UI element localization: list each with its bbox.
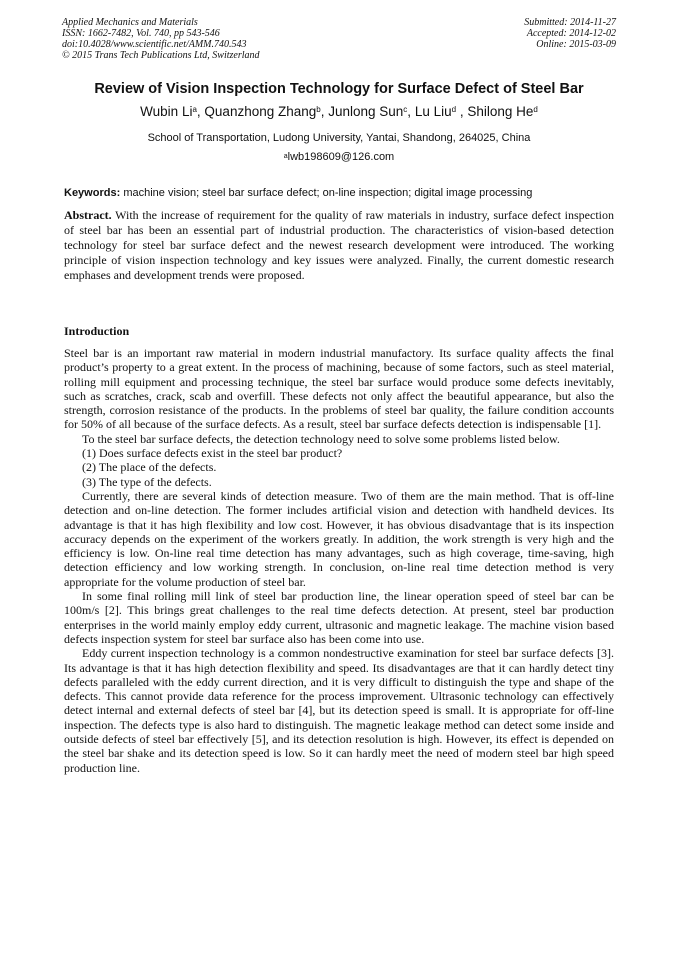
- author-list: Wubin Li$^a$, Quanzhong Zhang$^b$, Junlong Sun$^c$, Lu Liu$^d$ , Shilong He$^d$: [140, 104, 538, 119]
- submitted-date: Submitted: 2014-11-27: [524, 17, 616, 28]
- online-date: Online: 2015-03-09: [536, 39, 616, 50]
- keywords-text: machine vision; steel bar surface defect; on-line inspection; digital image processing: [123, 187, 533, 199]
- author-name: Junlong Sun: [328, 104, 404, 119]
- doi-line: doi:10.4028/www.scientific.net/AMM.740.543: [62, 39, 247, 50]
- keywords-label: Keywords:: [64, 187, 121, 199]
- copyright-line: © 2015 Trans Tech Publications Ltd, Switzerland: [62, 50, 260, 61]
- author-email: [0, 150, 678, 164]
- author-affil-mark: c: [403, 105, 408, 114]
- author-affil-mark: a: [192, 105, 197, 114]
- paragraph: To the steel bar surface defects, the detection technology need to solve some problems listed below.: [82, 431, 560, 446]
- list-item: (3) The type of the defects.: [82, 474, 212, 489]
- affiliation: School of Transportation, Ludong University, Yantai, Shandong, 264025, China: [147, 132, 531, 144]
- paragraph: Currently, there are several kinds of detection measure. Two of them are the main method. That is off-line detection and on-line detection. The former includes artificial vision and detection with handheld devices. Its advantage is that it has high flexibility and low cost. However, it has obvious disadvantage that is its inspection accuracy depends on the experiment of the workers greatly. In addition, the work strength is very high and the efficiency is low. On-line real time detection has many advantages, such as high coverage, time-saving, high detection efficiency and low working strength. In conclusion, on-line real time detection method is very appropriate for the volume production of steel bar.: [64, 488, 614, 589]
- abstract-text: With the increase of requirement for the quality of raw materials in industry, surface defect inspection of steel bar has been an essential part of industrial production. The characteristics of vision-based detection technology for steel bar surface defect and the newest research development were introduced. The working principle of vision inspection technology and key issues were analyzed. Finally, the current domestic research emphases and development trends were proposed.: [64, 208, 614, 282]
- author-name: Shilong He: [467, 104, 534, 119]
- author-affil-mark: d: [451, 105, 457, 114]
- paragraph: Steel bar is an important raw material in modern industrial manufactory. Its surface quality affects the final product’s property to a great extent. In the process of machining, because of some factors, such as steel material, rolling mill equipment and processing technique, the steel bar surface would produce some defects inevitably, such as scratches, crack, scab and overfill. These defects not only affect the beautiful appearance, but also the strength, corrosion resistance of the products. In the problems of steel bar quality, the failure condition accounts for 50% of all because of the surface defects. As a result, steel bar surface defects detection is indispensable [1].: [64, 346, 614, 432]
- issn-line: ISSN: 1662-7482, Vol. 740, pp 543-546: [62, 28, 220, 39]
- list-item: (1) Does surface defects exist in the steel bar product?: [82, 446, 343, 461]
- journal-name: Applied Mechanics and Materials: [62, 17, 198, 28]
- abstract-label: Abstract.: [64, 208, 112, 222]
- section-heading: Introduction: [64, 324, 130, 338]
- dates-header: [524, 17, 616, 50]
- paragraph: Eddy current inspection technology is a common nondestructive examination for steel bar surface defects [3]. Its advantage is that it has high detection flexibility and speed. Its disadvantages are that it can hardly detect tiny defects paralleled with the eddy current direction, and it is very difficult to distinguish the type and shape of the defects. This cannot provide data reference for the process improvement. Ultrasonic technology can effectively detect internal and external defects of steel bar [4], but its detection speed is small. It is appropriate for off-line inspection. The defects type is also hard to distinguish. The magnetic leakage method can detect some inside and outside defects of steel bar effectively [5], and its detection resolution is high. However, its effect is depended on the steel bar shake and its detection speed is low. So it can hardly meet the need of modern steel bar high speed production line.: [64, 646, 614, 775]
- keywords-section: [64, 186, 616, 200]
- author-name: Wubin Li: [140, 104, 193, 119]
- list-item: (2) The place of the defects.: [82, 460, 217, 475]
- journal-info-header: [62, 17, 260, 61]
- author-affil-mark: d: [533, 105, 538, 114]
- paper-title: Review of Vision Inspection Technology for Surface Defect of Steel Bar: [94, 81, 584, 97]
- abstract-section: [64, 208, 614, 283]
- introduction-body: [64, 346, 614, 775]
- author-affil-mark: b: [316, 105, 321, 114]
- accepted-date: Accepted: 2014-12-02: [526, 28, 616, 39]
- paragraph: In some final rolling mill link of steel bar production line, the linear operation speed of steel bar can be 100m/s [2]. This brings great challenges to the real time defects detection. At present, steel bar production enterprises in the world mainly employ eddy current, ultrasonic and magnetic leakage. The machine vision based defects inspection system for steel bar surface also has been come into use.: [64, 589, 614, 646]
- author-name: Lu Liu: [414, 104, 452, 119]
- email-mark: a: [283, 153, 288, 160]
- email-address: lwb198609@126.com: [287, 151, 395, 163]
- author-name: Quanzhong Zhang: [204, 104, 317, 119]
